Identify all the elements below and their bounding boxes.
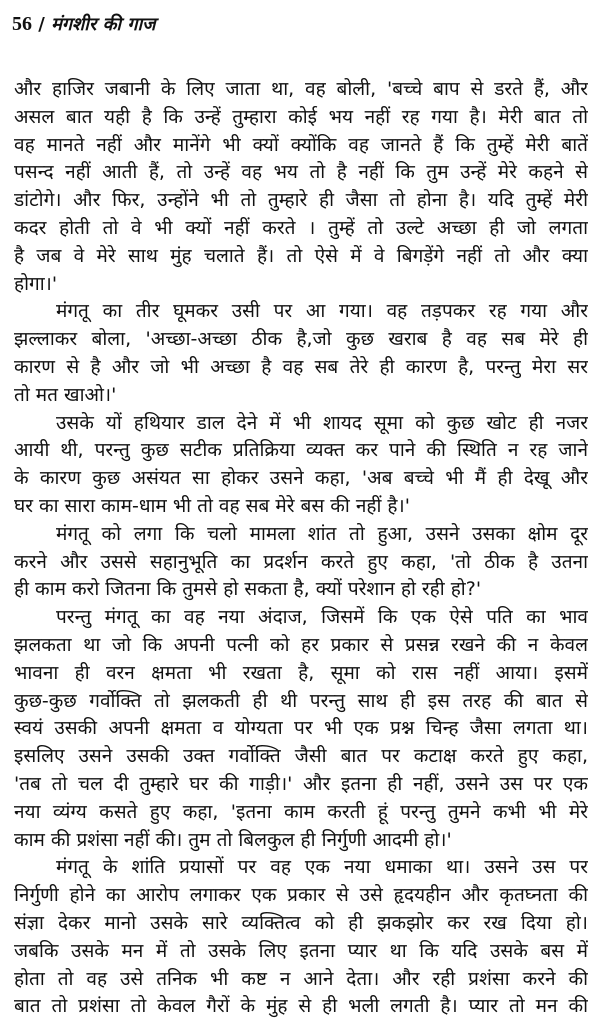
text-line: है जब वे मेरे साथ मुंह चलाते हैं। तो ऐसे में वे बिगड़ेंगे नहीं तो और क्या — [14, 244, 588, 267]
text-line: होता तो वह उसे तनिक भी कष्ट न आने देता। और रही प्रशंसा करने की — [14, 967, 588, 990]
paragraph — [14, 298, 588, 409]
text-line: घर का सारा काम-धाम भी तो वह सब मेरे बस की नहीं है।' — [14, 494, 410, 517]
text-line: करने और उससे सहानुभूति का प्रदर्शन करते हुए कहा, 'तो ठीक है उतना — [14, 550, 588, 573]
text-line: जबकि उसके मन में तो उसके लिए इतना प्यार था कि यदि उसके बस में — [14, 939, 588, 962]
paragraph — [14, 521, 588, 604]
text-line: ही काम करो जितना कि तुमसे हो सकता है, क्यों परेशान हो रही हो?' — [14, 578, 482, 601]
text-line: और हाजिर जबानी के लिए जाता था, वह बोली, 'बच्चे बाप से डरते हैं, और — [14, 78, 588, 100]
header-separator: / — [38, 14, 45, 35]
text-line: बात तो प्रशंसा तो केवल गैरों के मुंह से ही भली लगती है। प्यार तो मन की — [14, 995, 588, 1018]
text-line: तो मत खाओ।' — [14, 383, 117, 406]
text-line: मंगतू को लगा कि चलो मामला शांत तो हुआ, उसने उसका क्षोम दूर — [56, 522, 588, 545]
text-line: स्वयं उसकी अपनी क्षमता व योग्यता पर भी एक प्रश्न चिन्ह जैसा लगता था। — [14, 717, 588, 740]
text-line: वह मानते नहीं और मानेंगे भी क्यों क्योंकि वह जानते हैं कि तुम्हें मेरी बातें — [14, 133, 588, 156]
text-line: संज्ञा देकर मानो उसके सारे व्यक्तित्व को ही झकझोर कर रख दिया हो। — [14, 911, 588, 934]
paragraph — [14, 76, 588, 298]
page-number: 56 — [12, 13, 32, 35]
text-line: झलकता था जो कि अपनी पत्नी को हर प्रकार से प्रसन्न रखने की न केवल — [14, 633, 588, 656]
paragraph — [14, 604, 588, 854]
text-line: झल्लाकर बोला, 'अच्छा-अच्छा ठीक है,जो कुछ खराब है वह सब मेरे ही — [14, 328, 588, 351]
text-line: काम की प्रशंसा नहीं की। तुम तो बिलकुल ही निर्गुणी आदमी हो।' — [14, 828, 452, 851]
text-line: भावना ही वरन क्षमता भी रखता है, सूमा को रास नहीं आया। इसमें — [14, 661, 588, 684]
text-line: के कारण कुछ असंयत सा होकर उसने कहा, 'अब बच्चे भी मैं ही देखू और — [14, 467, 588, 490]
text-line: कुछ-कुछ गर्वोक्ति तो झलकती ही थी परन्तु साथ ही इस तरह की बात से — [14, 689, 588, 712]
text-line: पसन्द नहीं आती हैं, तो उन्हें वह भय तो है नहीं कि तुम उन्हें मेरे कहने से — [14, 161, 588, 184]
text-line: होगा।' — [14, 272, 58, 295]
text-line: उसके यों हथियार डाल देने में भी शायद सूमा को कुछ खोट ही नजर — [56, 411, 588, 434]
text-line: मंगतू के शांति प्रयासों पर वह एक नया धमाका था। उसने उस पर — [56, 856, 588, 879]
text-line: परन्तु मंगतू का वह नया अंदाज, जिसमें कि एक ऐसे पति का भाव — [56, 606, 588, 629]
text-line: डांटोगे। और फिर, उन्होंने भी तो तुम्हारे ही जैसा तो होना है। यदि तुम्हें मेरी — [14, 189, 588, 212]
text-line: आयी थी, परन्तु कुछ सटीक प्रतिक्रिया व्यक्त कर पाने की स्थिति न रह जाने — [14, 439, 588, 462]
text-line: कारण से है और जो भी अच्छा है वह सब तेरे ही कारण है, परन्तु मेरा सर — [14, 355, 588, 378]
text-line: निर्गुणी होने का आरोप लगाकर एक प्रकार से उसे हृदयहीन और कृतघ्नता की — [14, 884, 588, 907]
paragraph — [14, 854, 588, 1021]
running-header — [12, 12, 155, 36]
text-line: कदर होती तो वे भी क्यों नहीं करते । तुम्हें तो उल्टे अच्छा ही जो लगता — [14, 216, 588, 239]
text-line: इसलिए उसने उसकी उक्त गर्वोक्ति जैसी बात पर कटाक्ष करते हुए कहा, — [14, 745, 588, 768]
text-line: मंगतू का तीर घूमकर उसी पर आ गया। वह तड़पकर रह गया और — [56, 300, 588, 323]
paragraph — [14, 410, 588, 521]
text-line: नया व्यंग्य कसते हुए कहा, 'इतना काम करती हूं परन्तु तुमने कभी भी मेरे — [14, 800, 588, 823]
body-text — [14, 76, 588, 1021]
text-line: 'तब तो चल दी तुम्हारे घर की गाड़ी।' और इतना ही नहीं, उसने उस पर एक — [14, 772, 588, 795]
text-line: असल बात यही है कि उन्हें तुम्हारा कोई भय नहीं रह गया है। मेरी बात तो — [14, 105, 588, 128]
book-title: मंगशीर की गाज — [51, 14, 156, 35]
